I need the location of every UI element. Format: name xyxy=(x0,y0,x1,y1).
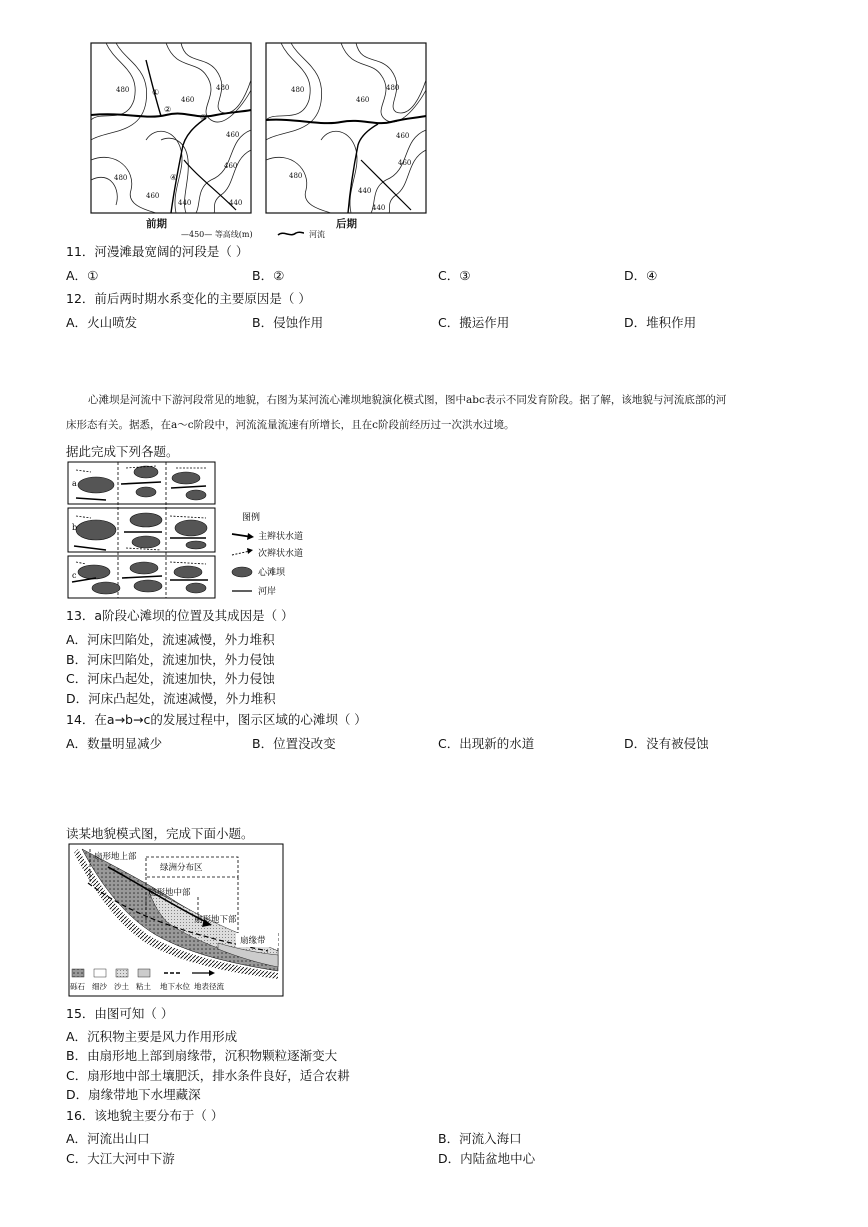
q14-option-b[interactable]: B．位置没改变 xyxy=(252,736,336,751)
q13-option-a[interactable]: A．河床凹陷处，流速减慢，外力堆积 xyxy=(66,632,275,647)
legend-bank: 河岸 xyxy=(258,587,277,597)
q14-option-c[interactable]: C．出现新的水道 xyxy=(438,736,535,751)
legend-bar: 心滩坝 xyxy=(258,568,286,578)
passage2-line1: 心滩坝是河流中下游河段常见的地貌，右图为某河流心滩坝地貌演化模式图，图中abc表示不同发育阶段。据了解，该地貌与河流底部的河 xyxy=(88,394,727,406)
svg-text:460: 460 xyxy=(224,162,238,170)
svg-text:480: 480 xyxy=(291,86,305,94)
legend-gravel: 砾石 xyxy=(70,982,85,991)
q13-option-d[interactable]: D．河床凸起处，流速减慢，外力堆积 xyxy=(66,691,276,706)
q11-option-c[interactable]: C．③ xyxy=(438,268,471,283)
legend-secondary-channel: 次辫状水道 xyxy=(258,549,304,559)
figure-contour-maps xyxy=(86,40,436,240)
q14-option-d[interactable]: D．没有被侵蚀 xyxy=(624,736,709,751)
q14-option-a[interactable]: A．数量明显减少 xyxy=(66,736,163,751)
marker-1: ① xyxy=(152,88,160,97)
passage2-lead: 据此完成下列各题。 xyxy=(66,444,179,459)
passage2-line2: 床形态有关。据悉，在a～c阶段中，河流流量流速有所增长，且在c阶段前经历过一次洪水过境。 xyxy=(66,419,515,431)
q16-stem: 16．该地貌主要分布于（ ） xyxy=(66,1108,224,1123)
q11-option-b[interactable]: B．② xyxy=(252,268,285,283)
passage3-lead: 读某地貌模式图，完成下面小题。 xyxy=(66,826,254,841)
q12-option-c[interactable]: C．搬运作用 xyxy=(438,315,510,330)
label-fan-middle: 扇形地中部 xyxy=(148,888,191,898)
svg-text:440: 440 xyxy=(229,199,243,207)
q12-option-b[interactable]: B．侵蚀作用 xyxy=(252,315,324,330)
q16-option-a[interactable]: A．河流出山口 xyxy=(66,1131,150,1146)
svg-text:440: 440 xyxy=(372,204,386,212)
svg-text:460: 460 xyxy=(356,96,370,104)
q15-option-a[interactable]: A．沉积物主要是风力作用形成 xyxy=(66,1029,238,1044)
svg-text:460: 460 xyxy=(146,192,160,200)
q13-option-b[interactable]: B．河床凹陷处，流速加快，外力侵蚀 xyxy=(66,652,275,667)
legend-contour: —450— 等高线(m) xyxy=(181,230,253,239)
marker-3: ③ xyxy=(200,113,208,122)
svg-text:480: 480 xyxy=(114,174,128,182)
alluvial-fan-svg xyxy=(68,843,284,998)
legend-surface-runoff: 地表径流 xyxy=(194,982,224,991)
svg-text:480: 480 xyxy=(116,86,130,94)
svg-text:440: 440 xyxy=(358,187,372,195)
q15-stem: 15．由图可知（ ） xyxy=(66,1006,174,1021)
svg-text:460: 460 xyxy=(181,96,195,104)
legend-sandy-soil: 沙土 xyxy=(114,982,129,991)
q12-stem: 12．前后两时期水系变化的主要原因是（ ） xyxy=(66,291,311,306)
braided-river-svg xyxy=(66,460,316,600)
q16-option-d[interactable]: D．内陆盆地中心 xyxy=(438,1151,536,1166)
marker-4: ④ xyxy=(170,173,178,182)
label-oasis: 绿洲分布区 xyxy=(160,863,203,873)
q16-option-b[interactable]: B．河流入海口 xyxy=(438,1131,522,1146)
q15-option-b[interactable]: B．由扇形地上部到扇缘带，沉积物颗粒逐渐变大 xyxy=(66,1048,338,1063)
q15-option-d[interactable]: D．扇缘带地下水埋藏深 xyxy=(66,1087,201,1102)
legend-title: 图例 xyxy=(242,513,261,523)
q14-stem: 14．在a→b→c的发展过程中，图示区域的心滩坝（ ） xyxy=(66,712,367,727)
stage-b-label: b xyxy=(72,523,78,532)
label-fan-lower: 扇形地下部 xyxy=(194,915,237,925)
q12-option-d[interactable]: D．堆积作用 xyxy=(624,315,697,330)
stage-c-label: c xyxy=(72,571,77,580)
figure-braided-river xyxy=(66,460,316,600)
q11-option-d[interactable]: D．④ xyxy=(624,268,658,283)
contour-maps-svg xyxy=(86,40,436,240)
legend-main-channel: 主辫状水道 xyxy=(258,532,304,542)
q11-stem: 11．河漫滩最宽阔的河段是（ ） xyxy=(66,244,249,259)
svg-text:480: 480 xyxy=(289,172,303,180)
legend-water-table: 地下水位 xyxy=(160,982,190,991)
stage-a-label: a xyxy=(72,479,77,488)
svg-text:480: 480 xyxy=(386,84,400,92)
svg-text:460: 460 xyxy=(226,131,240,139)
map-label-right: 后期 xyxy=(336,218,357,230)
label-fan-upper: 扇形地上部 xyxy=(94,852,137,862)
q12-option-a[interactable]: A．火山喷发 xyxy=(66,315,138,330)
figure-alluvial-fan xyxy=(68,843,284,998)
map-label-left: 前期 xyxy=(146,218,167,230)
q13-stem: 13．a阶段心滩坝的位置及其成因是（ ） xyxy=(66,608,294,623)
svg-text:460: 460 xyxy=(398,159,412,167)
q11-option-a[interactable]: A．① xyxy=(66,268,99,283)
marker-2: ② xyxy=(164,105,172,114)
legend-river-icon xyxy=(276,229,306,239)
svg-text:440: 440 xyxy=(178,199,192,207)
label-fan-edge: 扇缘带 xyxy=(240,936,266,946)
legend-clay: 粘土 xyxy=(136,982,151,991)
legend-fine-sand: 细沙 xyxy=(92,982,107,991)
svg-text:480: 480 xyxy=(216,84,230,92)
legend-river: 河流 xyxy=(309,230,325,239)
svg-text:460: 460 xyxy=(396,132,410,140)
q15-option-c[interactable]: C．扇形地中部土壤肥沃，排水条件良好，适合农耕 xyxy=(66,1068,350,1083)
q16-option-c[interactable]: C．大江大河中下游 xyxy=(66,1151,175,1166)
q13-option-c[interactable]: C．河床凸起处，流速加快，外力侵蚀 xyxy=(66,671,275,686)
